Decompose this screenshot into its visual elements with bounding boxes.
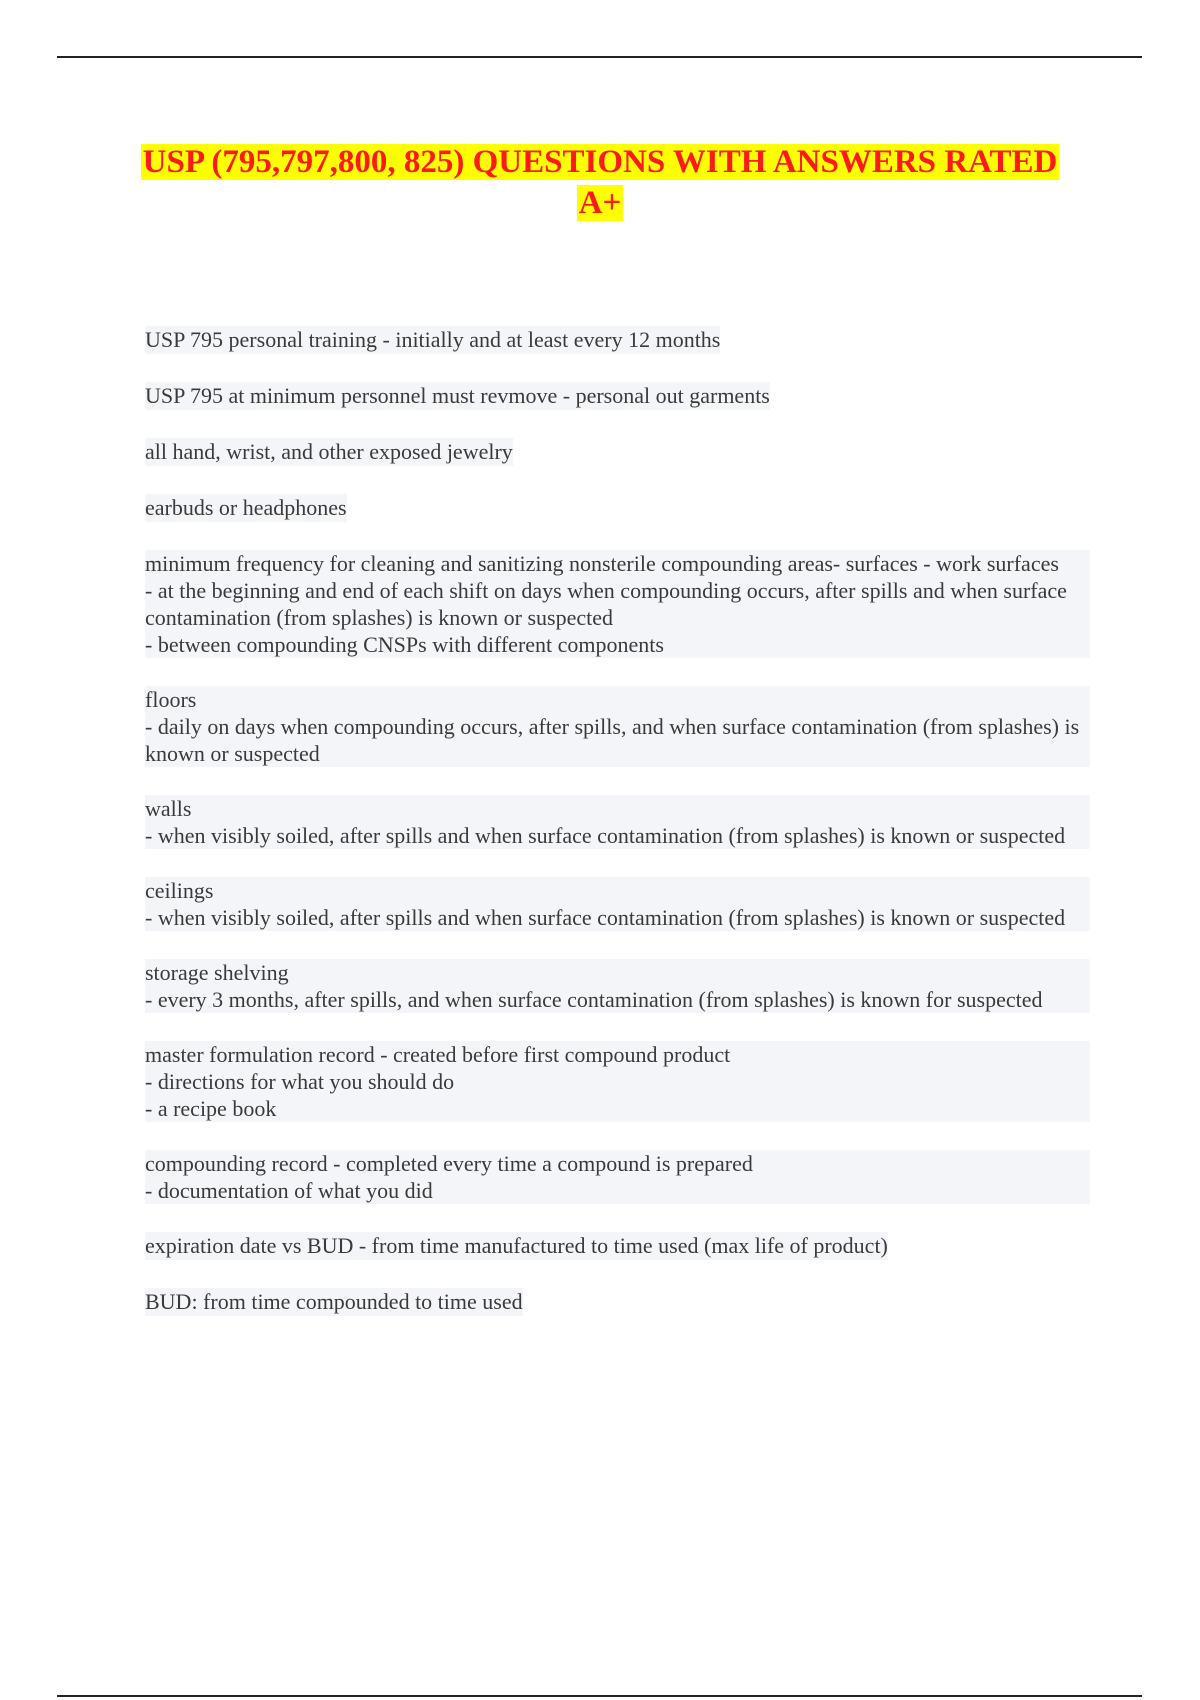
qa-line: - daily on days when compounding occurs, after spills, and when surface contamination (from splashes) is known or suspected	[145, 713, 1090, 767]
qa-entry	[145, 959, 1090, 1013]
qa-entry	[145, 1150, 1090, 1204]
qa-line: - at the beginning and end of each shift on days when compounding occurs, after spills and when surface contamination (from splashes) is known or suspected	[145, 577, 1090, 631]
qa-line: - when visibly soiled, after spills and when surface contamination (from splashes) is known or suspected	[145, 904, 1090, 931]
qa-line: ceilings	[145, 877, 1090, 904]
qa-line: minimum frequency for cleaning and sanitizing nonsterile compounding areas- surfaces - work surfaces	[145, 550, 1090, 577]
qa-line: - every 3 months, after spills, and when surface contamination (from splashes) is known for suspected	[145, 986, 1090, 1013]
qa-entry	[145, 877, 1090, 931]
qa-entry	[145, 382, 1090, 410]
qa-entry	[145, 550, 1090, 658]
qa-line: - directions for what you should do	[145, 1068, 1090, 1095]
qa-line: - a recipe book	[145, 1095, 1090, 1122]
title-line-1: USP (795,797,800, 825) QUESTIONS WITH ANSWERS RATED	[142, 144, 1058, 180]
qa-line: master formulation record - created before first compound product	[145, 1041, 1090, 1068]
qa-line: USP 795 at minimum personnel must revmove - personal out garments	[145, 383, 770, 408]
qa-line: USP 795 personal training - initially and at least every 12 months	[145, 327, 721, 352]
qa-line: compounding record - completed every time a compound is prepared	[145, 1150, 1090, 1177]
top-rule	[57, 56, 1142, 58]
document-title	[100, 142, 1100, 224]
qa-line: all hand, wrist, and other exposed jewelry	[145, 439, 513, 464]
qa-line: - when visibly soiled, after spills and when surface contamination (from splashes) is known or suspected	[145, 822, 1090, 849]
title-line-2: A+	[578, 185, 622, 221]
qa-line: storage shelving	[145, 959, 1090, 986]
qa-line: - documentation of what you did	[145, 1177, 1090, 1204]
bottom-rule	[57, 1695, 1142, 1697]
qa-entry	[145, 438, 1090, 466]
qa-entry	[145, 1041, 1090, 1122]
qa-entry	[145, 686, 1090, 767]
qa-entry	[145, 795, 1090, 849]
qa-line: floors	[145, 686, 1090, 713]
qa-line: earbuds or headphones	[145, 495, 347, 520]
qa-line: BUD: from time compounded to time used	[145, 1289, 523, 1314]
qa-line: walls	[145, 795, 1090, 822]
qa-line: - between compounding CNSPs with different components	[145, 631, 1090, 658]
qa-entry	[145, 1232, 1090, 1260]
qa-entry	[145, 494, 1090, 522]
qa-line: expiration date vs BUD - from time manufactured to time used (max life of product)	[145, 1233, 888, 1258]
document-body	[145, 326, 1090, 1344]
qa-entry	[145, 1288, 1090, 1316]
qa-entry	[145, 326, 1090, 354]
